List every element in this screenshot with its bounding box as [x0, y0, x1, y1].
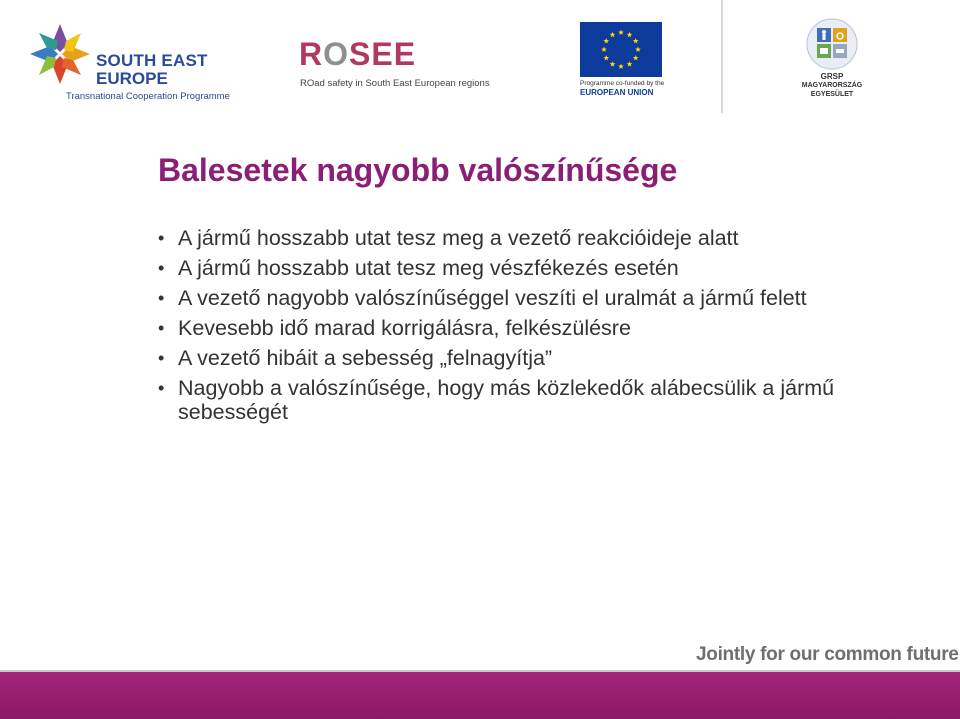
eu-star-icon [633, 38, 639, 43]
eu-flag-icon [580, 22, 662, 77]
bullet-dot-icon: • [158, 378, 165, 398]
bullet-item [158, 286, 918, 310]
footer-slogan: Jointly for our common future [696, 644, 959, 665]
eu-star-icon [610, 32, 616, 37]
eu-star-icon [601, 47, 607, 52]
eu-logo [580, 22, 670, 102]
footer-bar [0, 672, 960, 719]
bullet-item [158, 346, 918, 370]
grsp-logo [800, 18, 864, 104]
south-east-europe-logo [28, 22, 228, 102]
bullet-dot-icon: • [158, 288, 165, 308]
bullet-list [158, 226, 918, 430]
header-logos [0, 0, 960, 118]
eu-star-icon [603, 38, 609, 43]
bullet-item [158, 256, 918, 280]
eu-caption-line1: Programme co-funded by the [580, 80, 665, 87]
see-title-line2: EUROPE [96, 69, 168, 88]
grsp-association: EGYESÜLET [810, 91, 854, 98]
bullet-text: A jármű hosszabb utat tesz meg a vezető reakcióideje alatt [178, 226, 739, 250]
bullet-item [158, 376, 918, 424]
eu-star-icon [627, 32, 633, 37]
star-flower-icon [28, 22, 92, 86]
slide-title: Balesetek nagyobb valószínűsége [158, 152, 678, 188]
header-divider [721, 0, 723, 113]
bullet-dot-icon: • [158, 348, 165, 368]
eu-star-icon [627, 61, 633, 66]
grsp-name: GRSP [820, 72, 844, 81]
grsp-country: MAGYARORSZÁG [801, 82, 863, 89]
bullet-text: A jármű hosszabb utat tesz meg vészfékezés esetén [178, 256, 679, 280]
bullet-dot-icon: • [158, 318, 165, 338]
bullet-text: A vezető nagyobb valószínűséggel veszíti el uralmát a jármű felett [178, 286, 807, 310]
eu-star-icon [635, 47, 641, 52]
bullet-dot-icon: • [158, 258, 165, 278]
rosee-name: ROSEE [299, 36, 417, 72]
eu-star-icon [618, 30, 624, 35]
eu-caption-line2: EUROPEAN UNION [580, 88, 654, 97]
eu-star-icon [633, 55, 639, 60]
rosee-subtitle: ROad safety in South East European regions [300, 78, 490, 89]
road-users-icon [806, 18, 858, 70]
see-title-line1: SOUTH EAST [96, 51, 208, 70]
bullet-dot-icon: • [158, 228, 165, 248]
eu-star-icon [610, 61, 616, 66]
see-subtitle: Transnational Cooperation Programme [66, 91, 230, 102]
bullet-text: Kevesebb idő marad korrigálásra, felkészülésre [178, 316, 631, 340]
bullet-text: A vezető hibáit a sebesség „felnagyítja” [178, 346, 553, 370]
bullet-item [158, 226, 918, 250]
bullet-item [158, 316, 918, 340]
bullet-text: Nagyobb a valószínűsége, hogy más közlekedők alábecsülik a jármű sebességét [178, 376, 835, 424]
rosee-logo [299, 36, 519, 96]
eu-star-icon [603, 55, 609, 60]
eu-star-icon [618, 64, 624, 69]
